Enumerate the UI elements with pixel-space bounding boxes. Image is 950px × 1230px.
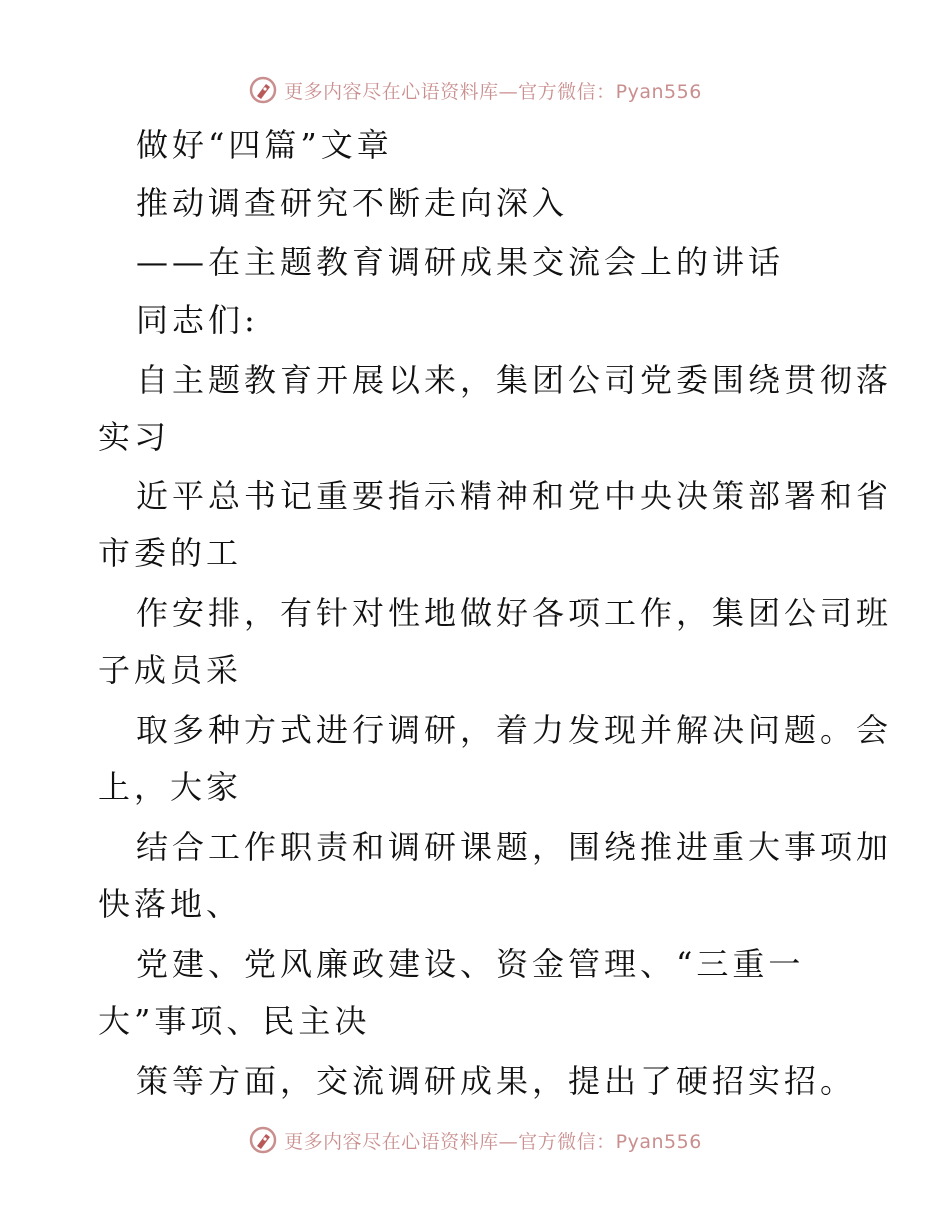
doc-line: 子成员采 bbox=[98, 651, 243, 689]
footer-watermark bbox=[0, 1120, 950, 1160]
doc-line-salutation: 同志们: bbox=[136, 301, 259, 339]
doc-line: 实习 bbox=[98, 418, 171, 456]
pen-nib-logo-icon bbox=[248, 75, 278, 105]
doc-line: 取多种方式进行调研，着力发现并解决问题。会 bbox=[136, 711, 893, 749]
watermark-wechat-id: Pyan556 bbox=[615, 1130, 702, 1153]
doc-line: 上，大家 bbox=[98, 768, 243, 806]
doc-line-occasion: ——在主题教育调研成果交流会上的讲话 bbox=[136, 243, 785, 281]
doc-line-title: 做好“四篇”文章 bbox=[136, 126, 393, 164]
pen-nib-logo-icon bbox=[248, 1125, 278, 1155]
doc-line: 策等方面，交流调研成果，提出了硬招实招。 bbox=[136, 1062, 857, 1100]
header-watermark bbox=[0, 70, 950, 110]
doc-line: 党建、党风廉政建设、资金管理、“三重一 bbox=[136, 945, 805, 983]
watermark-wechat-id: Pyan556 bbox=[615, 80, 702, 103]
doc-line: 市委的工 bbox=[98, 534, 243, 572]
doc-line: 快落地、 bbox=[98, 885, 243, 923]
doc-line: 作安排，有针对性地做好各项工作，集团公司班 bbox=[136, 594, 893, 632]
doc-line: 结合工作职责和调研课题，围绕推进重大事项加 bbox=[136, 828, 893, 866]
doc-line: 大”事项、民主决 bbox=[98, 1002, 371, 1040]
doc-line-subtitle: 推动调查研究不断走向深入 bbox=[136, 184, 569, 222]
watermark-text: 更多内容尽在心语资料库—官方微信：Pyan556 bbox=[284, 80, 702, 103]
doc-line: 近平总书记重要指示精神和党中央决策部署和省 bbox=[136, 477, 893, 515]
doc-line: 自主题教育开展以来，集团公司党委围绕贯彻落 bbox=[136, 361, 893, 399]
watermark-text: 更多内容尽在心语资料库—官方微信：Pyan556 bbox=[284, 1130, 702, 1153]
